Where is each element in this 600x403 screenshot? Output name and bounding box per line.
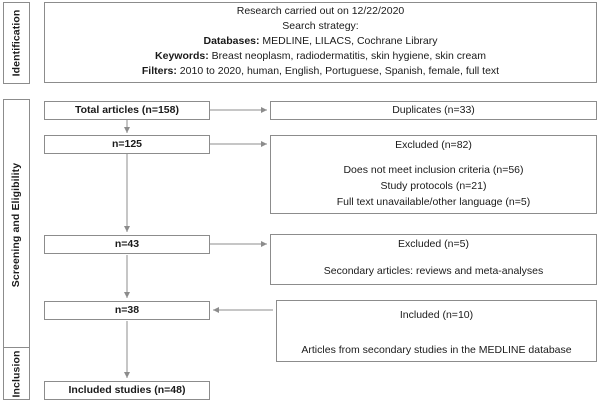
- search-date: Research carried out on 12/22/2020: [236, 5, 405, 17]
- duplicates-text: Duplicates (n=33): [392, 104, 475, 116]
- n38-box: [44, 301, 210, 320]
- total-articles-box: [44, 101, 210, 120]
- excluded-82-reason-3: Full text unavailable/other language (n=5): [336, 196, 531, 208]
- search-strategy-heading: Search strategy:: [282, 20, 359, 32]
- n43-box: [44, 235, 210, 254]
- section-inclusion-label: Inclusion: [10, 350, 23, 397]
- section-identification-label: Identification: [10, 9, 23, 77]
- section-screening-label: Screening and Eligibility: [10, 162, 23, 288]
- excluded-5-title: Excluded (n=5): [398, 238, 469, 250]
- n125-text: n=125: [111, 138, 143, 150]
- n125-box: [44, 135, 210, 154]
- duplicates-box: [270, 101, 597, 120]
- included-studies-text: Included studies (n=48): [68, 384, 186, 396]
- included-studies-box: [44, 381, 210, 400]
- n43-text: n=43: [114, 238, 140, 250]
- included-10-title: Included (n=10): [399, 309, 474, 321]
- excluded-82-box: [270, 135, 597, 214]
- excluded-5-reason-1: Secondary articles: reviews and meta-analyses: [323, 265, 544, 277]
- excluded-82-reason-1: Does not meet inclusion criteria (n=56): [343, 164, 524, 176]
- excluded-5-box: [270, 234, 597, 285]
- included-10-reason-1: Articles from secondary studies in the MEDLINE database: [301, 344, 572, 356]
- databases-value: MEDLINE, LILACS, Cochrane Library: [259, 35, 438, 47]
- n38-text: n=38: [114, 304, 140, 316]
- total-articles-text: Total articles (n=158): [75, 104, 179, 116]
- excluded-82-title: Excluded (n=82): [395, 139, 472, 151]
- keywords-label: Keywords:: [155, 50, 209, 62]
- databases-label: Databases:: [203, 35, 260, 47]
- excluded-82-reason-2: Study protocols (n=21): [380, 180, 487, 192]
- keywords-value: Breast neoplasm, radiodermatitis, skin hygiene, skin cream: [208, 50, 486, 62]
- filters-label: Filters:: [141, 65, 177, 77]
- filters-value: 2010 to 2020, human, English, Portuguese, Spanish, female, full text: [176, 65, 500, 77]
- included-10-box: [276, 300, 597, 362]
